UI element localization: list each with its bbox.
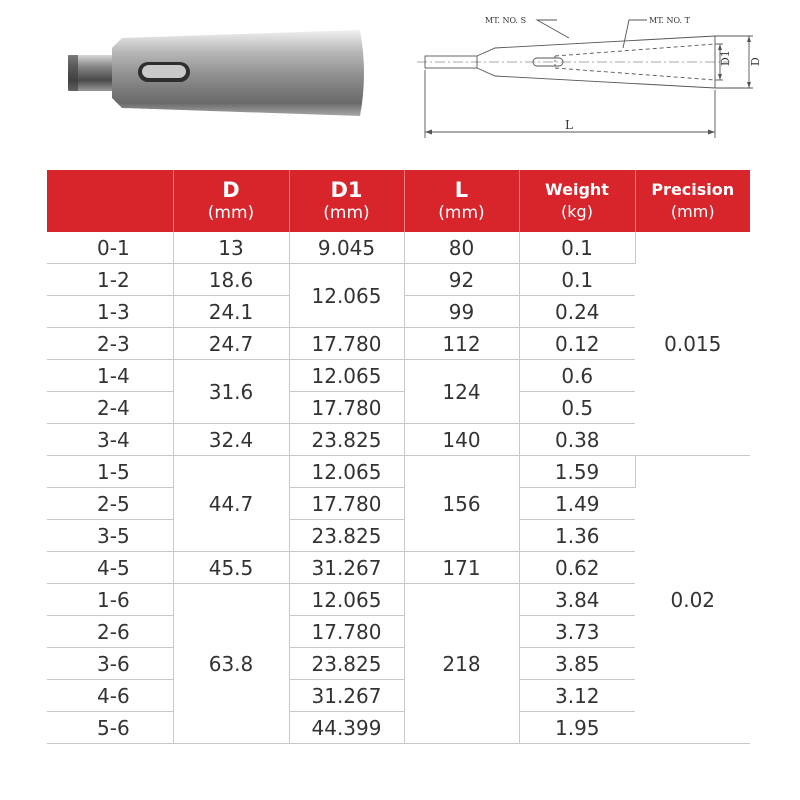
label-mt-large: MT. NO. T [649,16,690,25]
label-d1: D1 [719,50,732,66]
cell-weight: 3.84 [519,584,635,616]
cell-d: 44.7 [173,456,289,552]
cell-d1: 12.065 [289,456,404,488]
cell-d1: 23.825 [289,520,404,552]
cell-d1: 31.267 [289,552,404,584]
cell-l: 80 [404,232,519,264]
cell-model: 0-1 [47,232,173,264]
cell-model: 5-6 [47,712,173,744]
cell-model: 1-6 [47,584,173,616]
header-d: D (mm) [173,170,289,232]
spec-table [47,170,750,744]
header-precision: Precision (mm) [635,170,750,232]
dimension-drawing [405,8,780,138]
label-mt-small: MT. NO. S [485,16,527,25]
cell-weight: 0.1 [519,232,635,264]
cell-model: 3-4 [47,424,173,456]
product-photo [50,18,380,128]
cell-weight: 0.1 [519,264,635,296]
cell-weight: 0.12 [519,328,635,360]
cell-weight: 1.59 [519,456,635,488]
cell-d1: 44.399 [289,712,404,744]
header-l: L (mm) [404,170,519,232]
cell-d1: 23.825 [289,648,404,680]
cell-l: 171 [404,552,519,584]
cell-model: 4-5 [47,552,173,584]
cell-d: 13 [173,232,289,264]
cell-d1: 17.780 [289,328,404,360]
cell-weight: 0.62 [519,552,635,584]
cell-d1: 12.065 [289,264,404,328]
cell-weight: 0.6 [519,360,635,392]
cell-l: 218 [404,584,519,744]
cell-d: 31.6 [173,360,289,424]
cell-d1: 12.065 [289,584,404,616]
cell-weight: 1.49 [519,488,635,520]
header-weight: Weight (kg) [519,170,635,232]
cell-d1: 17.780 [289,488,404,520]
cell-d: 24.1 [173,296,289,328]
cell-precision-group-1: 0.015 [635,232,750,456]
drawing-shank [425,56,477,68]
cell-d: 18.6 [173,264,289,296]
cell-model: 1-3 [47,296,173,328]
cell-model: 2-3 [47,328,173,360]
table-row [47,232,750,264]
cell-model: 1-2 [47,264,173,296]
cell-model: 4-6 [47,680,173,712]
cell-l: 156 [404,456,519,552]
cell-d: 32.4 [173,424,289,456]
cell-weight: 3.73 [519,616,635,648]
cell-d1: 17.780 [289,392,404,424]
header-model [47,170,173,232]
cell-d1: 23.825 [289,424,404,456]
cell-model: 2-4 [47,392,173,424]
table-row [47,456,750,488]
cell-weight: 0.24 [519,296,635,328]
cell-weight: 0.5 [519,392,635,424]
cell-l: 124 [404,360,519,424]
cell-model: 3-6 [47,648,173,680]
cell-d: 24.7 [173,328,289,360]
sleeve-body [112,30,364,116]
cell-l: 99 [404,296,519,328]
cell-weight: 3.12 [519,680,635,712]
header-d1: D1 (mm) [289,170,404,232]
cell-model: 2-5 [47,488,173,520]
cell-d: 63.8 [173,584,289,744]
cell-l: 92 [404,264,519,296]
cell-model: 3-5 [47,520,173,552]
cell-weight: 1.36 [519,520,635,552]
cell-d1: 9.045 [289,232,404,264]
cell-d1: 17.780 [289,616,404,648]
cell-model: 2-6 [47,616,173,648]
cell-d1: 12.065 [289,360,404,392]
table-header-row [47,170,750,232]
cell-d1: 31.267 [289,680,404,712]
label-d: D [749,57,762,66]
cell-d: 45.5 [173,552,289,584]
cell-weight: 3.85 [519,648,635,680]
cell-l: 140 [404,424,519,456]
cell-weight: 0.38 [519,424,635,456]
cell-precision-group-2: 0.02 [635,456,750,744]
cell-model: 1-5 [47,456,173,488]
cell-l: 112 [404,328,519,360]
label-l: L [565,118,573,132]
sleeve-shank [68,55,116,91]
cell-model: 1-4 [47,360,173,392]
cell-weight: 1.95 [519,712,635,744]
